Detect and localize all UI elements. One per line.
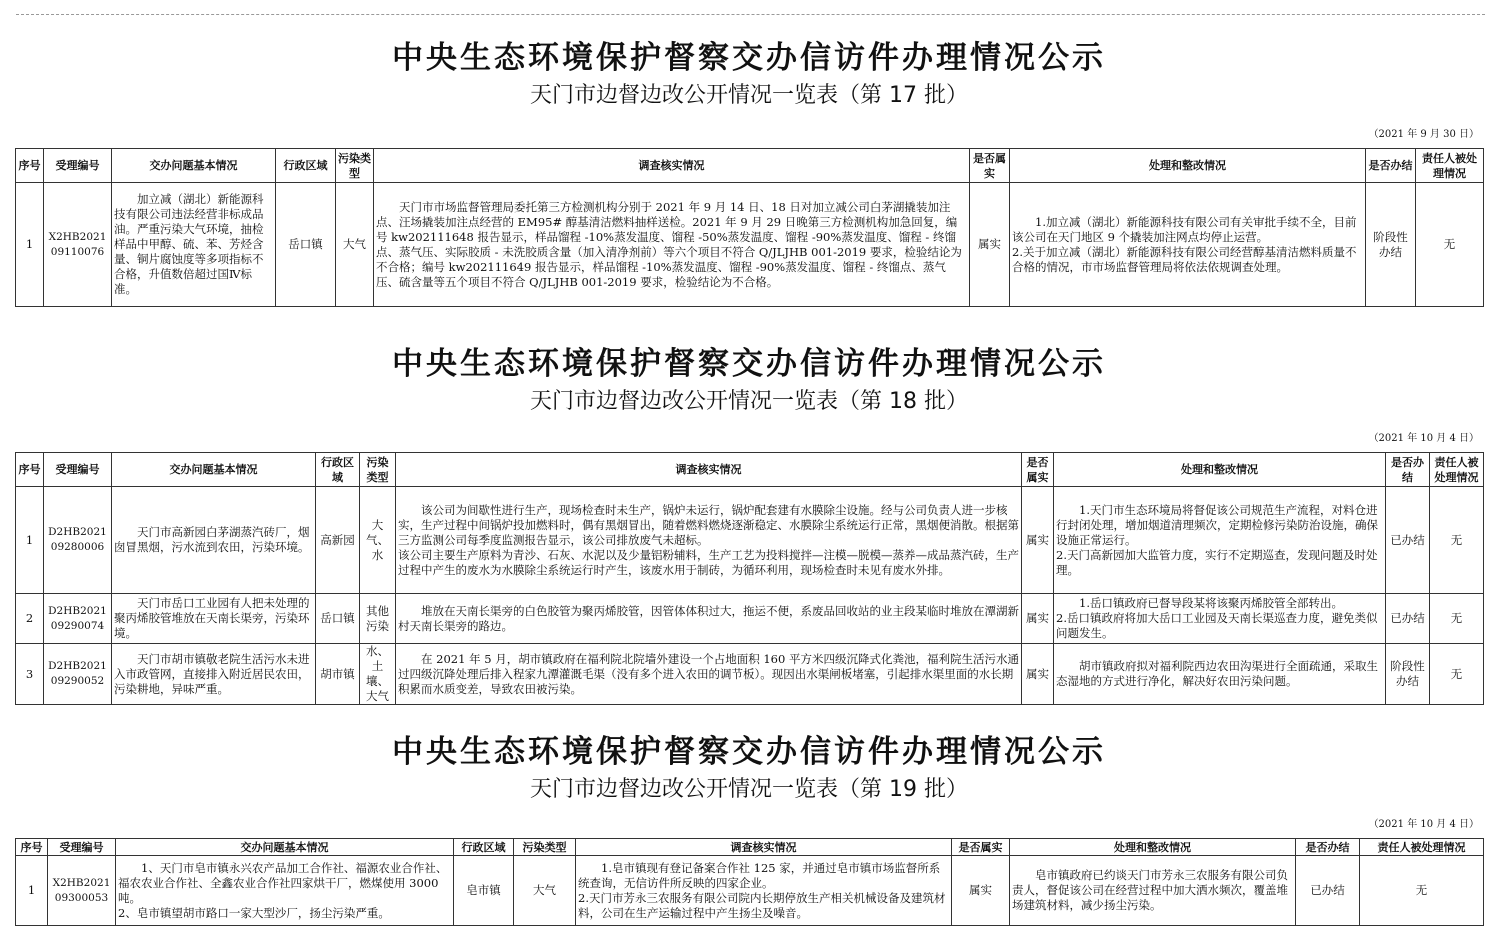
pollution-type: 水、土壤、大气 <box>360 644 396 705</box>
handling: 1.岳口镇政府已督导段某将该聚丙烯胶管全部转出。 2.岳口镇政府将加大岳口工业园及天南长渠巡查力度，避免类似问题发生。 <box>1054 594 1386 644</box>
page-title: 中央生态环境保护督察交办信访件办理情况公示 <box>392 346 1106 382</box>
status: 已办结 <box>1386 487 1430 594</box>
row-number: 1 <box>16 856 48 926</box>
region: 胡市镇 <box>316 644 360 705</box>
row-number: 2 <box>16 594 44 644</box>
region: 高新园 <box>316 487 360 594</box>
batch-subtitle: 天门市边督边改公开情况一览表（第 18 批） <box>530 389 968 414</box>
header-cell: 交办问题基本情况 <box>112 149 276 183</box>
header-cell: 是否办结 <box>1296 839 1360 856</box>
pollution-type: 其他污染 <box>360 594 396 644</box>
pollution-type: 大气、水 <box>360 487 396 594</box>
penalty: 无 <box>1430 487 1484 594</box>
header-cell: 处理和整改情况 <box>1054 453 1386 487</box>
issue-description: 天门市岳口工业园有人把未处理的聚丙烯胶管堆放在天南长渠旁，污染环境。 <box>112 594 316 644</box>
status: 阶段性办结 <box>1366 183 1416 307</box>
handling: 1.加立减（湖北）新能源科技有限公司有关审批手续不全，目前该公司在天门地区 9 个撬装加注网点均停止运营。 2.关于加立减（湖北）新能源科技有限公司经营醇基清洁燃料质量不合格的情况，市市场监督管理局将依法依规调查处理。 <box>1010 183 1366 307</box>
header-cell: 是否属实 <box>952 839 1010 856</box>
batch-date: （2021 年 10 月 4 日） <box>1368 433 1479 444</box>
investigation: 在 2021 年 5 月，胡市镇政府在福利院北院墙外建设一个占地面积 160 平方米四级沉降式化粪池，福利院生活污水通过四级沉降处理后排入程家九潭灌溉毛渠（没有多个进入农田的调节板）。现因出水渠闸板堵塞，引起排水渠里面的水长期积累而水质变差，导致农田被污染。 <box>396 644 1022 705</box>
header-cell: 调查核实情况 <box>374 149 970 183</box>
batch-date: （2021 年 10 月 4 日） <box>1368 819 1479 830</box>
penalty: 无 <box>1430 644 1484 705</box>
region: 岳口镇 <box>276 183 336 307</box>
header-cell: 责任人被处理情况 <box>1360 839 1484 856</box>
header-cell: 责任人被处理情况 <box>1430 453 1484 487</box>
investigation: 堆放在天南长渠旁的白色胶管为聚丙烯胶管，因管体体积过大，拖运不便，系废品回收站的业主段某临时堆放在潭湖新村天南长渠旁的路边。 <box>396 594 1022 644</box>
top-dashed-divider <box>16 14 1485 15</box>
verified: 属实 <box>1022 594 1054 644</box>
handling: 1.天门市生态环境局将督促该公司规范生产流程，对料仓进行封闭处理，增加烟道清理频次，定期检修污染防治设施，确保设施正常运行。 2.天门高新园加大监管力度，实行不定期巡查，发现问题及时处理。 <box>1054 487 1386 594</box>
header-cell: 调查核实情况 <box>396 453 1022 487</box>
row-number: 3 <box>16 644 44 705</box>
investigation: 天门市市场监督管理局委托第三方检测机构分别于 2021 年 9 月 14 日、18 日对加立减公司白茅湖撬装加注点、汪场撬装加注点经营的 EM95# 醇基清洁燃料抽样送检。2021 年 9 月 29 日晚第三方检测机构加急回复，编号 kw202111648 报告显示，样品馏程 -10%蒸发温度、馏程 -50%蒸发温度、馏程 -90%蒸发温度、馏程 - 终馏点、蒸气压、实际胶质 - 未洗胶质含量（加入清净剂前）等六个项目不符合 Q/JLJHB 001-2019 要求，检验结论为不合格；编号 kw202111649 报告显示，样品馏程 -10%蒸发温度、馏程 -90%蒸发温度、馏程 - 终馏点、蒸气压、硫含量等五个项目不符合 Q/JLJHB 001-2019 要求，检验结论为不合格。 <box>374 183 970 307</box>
verified: 属实 <box>1022 487 1054 594</box>
issue-description: 天门市高新园白茅湖蒸汽砖厂，烟囱冒黑烟，污水流到农田，污染环境。 <box>112 487 316 594</box>
page-title: 中央生态环境保护督察交办信访件办理情况公示 <box>392 734 1106 770</box>
region: 岳口镇 <box>316 594 360 644</box>
header-cell: 行政区域 <box>454 839 514 856</box>
table-row <box>16 183 1484 307</box>
issue-description: 1、天门市皂市镇永兴农产品加工合作社、福源农业合作社、福农农业合作社、全鑫农业合作社四家烘干厂，燃煤使用 3000 吨。 2、皂市镇望胡市路口一家大型沙厂，扬尘污染严重。 <box>116 856 454 926</box>
header-cell: 交办问题基本情况 <box>112 453 316 487</box>
case-id: X2HB2021 09110076 <box>44 183 112 307</box>
status: 已办结 <box>1386 594 1430 644</box>
case-id: D2HB2021 09280006 <box>44 487 112 594</box>
header-cell: 是否办结 <box>1386 453 1430 487</box>
header-cell: 序号 <box>16 839 48 856</box>
batch-18-table <box>15 452 1484 705</box>
header-cell: 受理编号 <box>44 453 112 487</box>
batch-17-section <box>15 40 1483 307</box>
case-id: D2HB2021 09290074 <box>44 594 112 644</box>
verified: 属实 <box>970 183 1010 307</box>
status: 阶段性办结 <box>1386 644 1430 705</box>
batch-date: （2021 年 9 月 30 日） <box>1368 129 1479 140</box>
row-number: 1 <box>16 183 44 307</box>
table-row <box>16 594 1484 644</box>
header-cell: 序号 <box>16 453 44 487</box>
penalty: 无 <box>1416 183 1484 307</box>
pollution-type: 大气 <box>336 183 374 307</box>
header-cell: 污染类型 <box>514 839 576 856</box>
header-cell: 污染类型 <box>336 149 374 183</box>
header-cell: 处理和整改情况 <box>1010 839 1296 856</box>
region: 皂市镇 <box>454 856 514 926</box>
row-number: 1 <box>16 487 44 594</box>
case-id: X2HB2021 09300053 <box>48 856 116 926</box>
table-row <box>16 856 1484 926</box>
header-cell: 处理和整改情况 <box>1010 149 1366 183</box>
handling: 胡市镇政府拟对福利院西边农田沟渠进行全面疏通，采取生态湿地的方式进行净化，解决好农田污染问题。 <box>1054 644 1386 705</box>
investigation: 1.皂市镇现有登记备案合作社 125 家，并通过皂市镇市场监督所系统查询，无信访件所反映的四家企业。 2.天门市芳永三农服务有限公司院内长期停放生产相关机械设备及建筑材料，公司在生产运输过程中产生扬尘及噪音。 <box>576 856 952 926</box>
header-cell: 受理编号 <box>44 149 112 183</box>
header-cell: 序号 <box>16 149 44 183</box>
table-row <box>16 487 1484 594</box>
verified: 属实 <box>1022 644 1054 705</box>
batch-subtitle: 天门市边督边改公开情况一览表（第 17 批） <box>530 83 968 108</box>
batch-17-table <box>15 148 1484 307</box>
header-cell: 是否属实 <box>1022 453 1054 487</box>
issue-description: 天门市胡市镇敬老院生活污水未进入市政管网，直接排入附近居民农田，污染耕地，异味严重。 <box>112 644 316 705</box>
header-cell: 调查核实情况 <box>576 839 952 856</box>
penalty: 无 <box>1430 594 1484 644</box>
header-cell: 是否属实 <box>970 149 1010 183</box>
batch-subtitle: 天门市边督边改公开情况一览表（第 19 批） <box>530 777 968 802</box>
header-cell: 行政区域 <box>316 453 360 487</box>
table-row <box>16 644 1484 705</box>
verified: 属实 <box>952 856 1010 926</box>
investigation: 该公司为间歇性进行生产，现场检查时未生产，锅炉未运行，锅炉配套建有水膜除尘设施。经与公司负责人进一步核实，生产过程中间锅炉投加燃料时，偶有黑烟冒出，随着燃料燃烧逐渐稳定、水膜除尘系统运行正常，黑烟便消散。根据第三方监测公司每季度监测报告显示，该公司排放废气未超标。 该公司主要生产原料为青沙、石灰、水泥以及少量铝粉辅料，生产工艺为投料搅拌—注模—脱模—蒸养—成品蒸汽砖，生产过程中产生的废水为水膜除尘系统运行时产生，该废水用于制砖，为循环利用，现场检查时未见有废水外排。 <box>396 487 1022 594</box>
pollution-type: 大气 <box>514 856 576 926</box>
handling: 皂市镇政府已约谈天门市芳永三农服务有限公司负责人，督促该公司在经营过程中加大洒水频次，覆盖堆场建筑材料，减少扬尘污染。 <box>1010 856 1296 926</box>
table-header-row <box>16 149 1484 183</box>
penalty: 无 <box>1360 856 1484 926</box>
header-cell: 行政区域 <box>276 149 336 183</box>
page-title: 中央生态环境保护督察交办信访件办理情况公示 <box>392 40 1106 76</box>
case-id: D2HB2021 09290052 <box>44 644 112 705</box>
table-header-row <box>16 839 1484 856</box>
header-cell: 是否办结 <box>1366 149 1416 183</box>
status: 已办结 <box>1296 856 1360 926</box>
batch-19-table <box>15 838 1484 926</box>
table-header-row <box>16 453 1484 487</box>
header-cell: 责任人被处理情况 <box>1416 149 1484 183</box>
issue-description: 加立减（湖北）新能源科技有限公司违法经营非标成品油。严重污染大气环境，抽检样品中甲醇、硫、苯、芳烃含量、铜片腐蚀度等多项指标不合格，升值数倍超过国Ⅳ标准。 <box>112 183 276 307</box>
header-cell: 污染类型 <box>360 453 396 487</box>
batch-18-section <box>15 346 1483 705</box>
batch-19-section <box>15 734 1483 926</box>
header-cell: 交办问题基本情况 <box>116 839 454 856</box>
header-cell: 受理编号 <box>48 839 116 856</box>
